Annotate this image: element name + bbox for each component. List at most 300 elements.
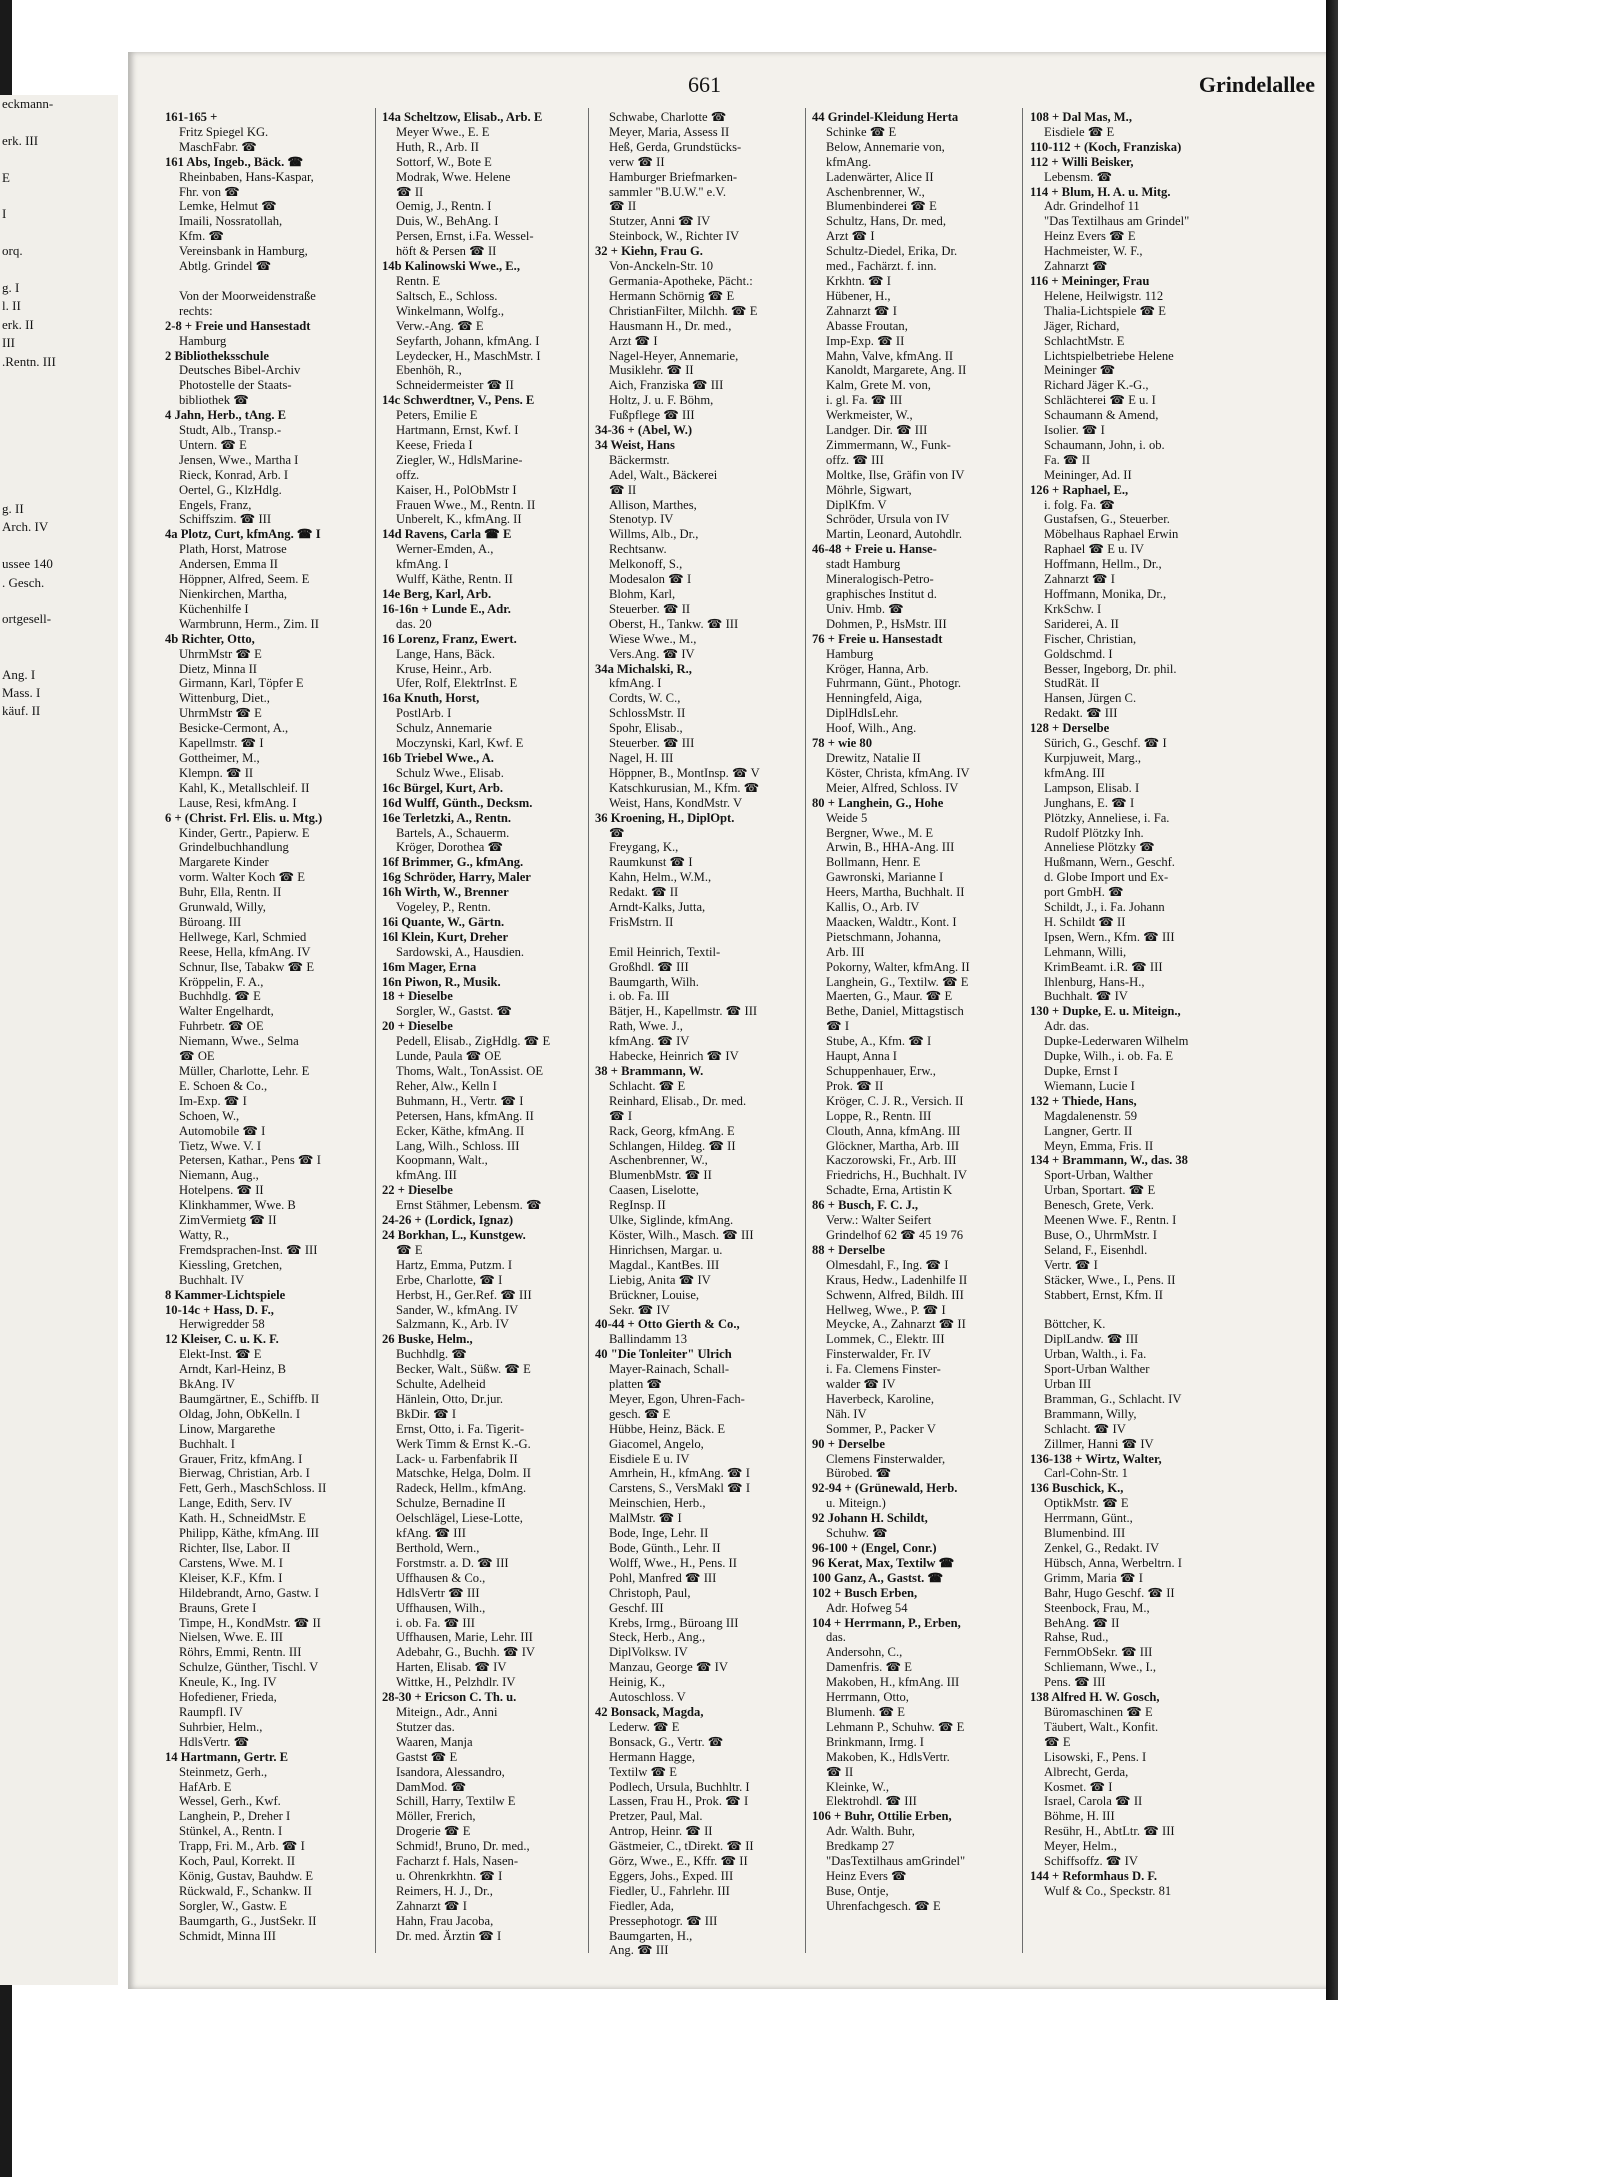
directory-entry-line: Allison, Marthes, [609,497,697,512]
facing-page-line [2,647,118,665]
directory-entry-line: Spohr, Elisab., [609,721,683,736]
directory-entry-line: Makoben, K., HdlsVertr. [826,1749,950,1764]
directory-entry-line: Sorgler, W., Gastst. ☎ [396,1004,513,1019]
directory-entry-line: Buchhalt. I [179,1436,235,1451]
directory-entry-line: Loppe, R., Rentn. III [826,1108,932,1123]
directory-entry-line: Langner, Gertr. II [1044,1123,1133,1138]
house-number-entry: 16f Brimmer, G., kfmAng. [382,855,524,870]
directory-entry-line: Lemke, Helmut ☎ [179,199,277,214]
directory-entry-line: Warmbrunn, Herm., Zim. II [179,616,319,631]
directory-entry-line: Watty, R., [179,1227,229,1242]
directory-entry-line: DiplVolksw. IV [609,1645,688,1660]
directory-entry-line: Werner-Emden, A., [396,542,494,557]
directory-entry-line: Lack- u. Farbenfabrik II [396,1451,518,1466]
directory-entry-line: d. Globe Import und Ex- [1044,870,1169,885]
facing-page-line [2,390,118,408]
directory-entry-line: Dupke, Ernst I [1044,1064,1118,1078]
directory-entry-line: Grimm, Maria ☎ I [1044,1570,1143,1585]
directory-entry-line: bibliothek ☎ [179,393,249,408]
directory-entry-line: Schinke ☎ E [826,124,897,139]
directory-entry-line: Baumgärtner, E., Schiffb. II [179,1391,320,1406]
directory-entry-line: Kanoldt, Margarete, Ang. II [826,363,967,378]
directory-entry-line: Drogerie ☎ E [396,1824,471,1839]
directory-entry-line: Bahr, Hugo Geschf. ☎ II [1044,1585,1175,1600]
directory-entry-line: Blumenbinderei ☎ E [826,199,937,214]
directory-entry-line: Gastst ☎ E [396,1749,458,1764]
house-number-entry: 114 + Blum, H. A. u. Mitg. [1030,184,1171,199]
directory-entry-line: verw ☎ II [609,154,665,169]
directory-entry-line: Pokorny, Walter, kfmAng. II [826,959,970,974]
directory-entry-line: Rudolf Plötzky Inh. [1044,825,1144,840]
directory-entry-line: Grindelbuchhandlung [179,840,289,855]
running-title: Grindelallee [1198,72,1315,97]
directory-entry-line: Schiffsoffz. ☎ IV [1044,1854,1138,1869]
directory-entry-line: Täubert, Walt., Konfit. [1044,1719,1159,1734]
facing-page-fragment [0,95,118,1985]
house-number-entry: 144 + Reformhaus D. F. [1030,1868,1158,1883]
directory-entry-line: Heinz Evers ☎ [826,1868,907,1883]
directory-entry-line: Heß, Gerda, Grundstücks- [609,139,742,154]
facing-page-line [2,463,118,481]
directory-entry-line: Olmesdahl, F., Ing. ☎ I [826,1257,949,1272]
house-number-entry: 134 + Brammann, W., das. 38 [1030,1153,1188,1168]
directory-entry-line: Schliemann, Wwe., I., [1044,1660,1157,1675]
directory-entry-line: Friedrichs, H., Buchhalt. IV [826,1168,967,1183]
directory-entry-line: Kapellmstr. ☎ I [179,736,264,751]
directory-entry-line: Kröger, Dorothea ☎ [396,840,504,855]
house-number-entry: 136-138 + Wirtz, Walter, [1030,1451,1162,1466]
directory-entry-line: ☎ E [396,1242,423,1257]
directory-entry-line: Hoof, Wilh., Ang. [826,721,917,736]
directory-entry-line: Schoen, W., [179,1108,240,1123]
directory-entry-line: Koch, Paul, Korrekt. II [179,1854,296,1869]
directory-entry-line: Buse, O., UhrmMstr. I [1044,1227,1157,1242]
directory-entry-line: Schneidermeister ☎ II [396,378,514,393]
house-number-entry: 4b Richter, Otto, [165,631,255,646]
directory-entry-line: Fußpflege ☎ III [609,408,695,423]
directory-entry-line: Waaren, Manja [396,1734,473,1749]
directory-column-2 [382,110,580,1970]
directory-entry-line: Urban III [1044,1377,1092,1392]
directory-entry-line: Kaczorowski, Fr., Arb. III [826,1153,957,1168]
directory-entry-line: Schaumann & Amend, [1044,408,1159,423]
house-number-entry: 16i Quante, W., Gärtn. [382,914,505,929]
directory-entry-line: Im-Exp. ☎ I [179,1093,247,1108]
house-number-entry: 104 + Herrmann, P., Erben, [812,1615,961,1630]
directory-entry-line: Klempn. ☎ II [179,765,254,780]
directory-entry-line: Moczynski, Karl, Kwf. E [396,736,524,751]
directory-entry-line: Pohl, Manfred ☎ III [609,1570,717,1585]
directory-entry-line: Krebs, Irmg., Büroang III [609,1615,739,1630]
directory-entry-line: Reimers, H. J., Dr., [396,1883,493,1898]
directory-entry-line: Buchhdlg. ☎ E [179,989,261,1004]
directory-entry-line: Fuhrmann, Günt., Photogr. [826,676,962,691]
house-number-entry: 90 + Derselbe [812,1436,885,1451]
directory-entry-line: Buchhdlg. ☎ [396,1347,467,1362]
directory-entry-line: Anneliese Plötzky ☎ [1044,840,1155,855]
directory-entry-line: Stünkel, A., Rentn. I [179,1824,283,1839]
directory-entry-line: Schlangen, Hildeg. ☎ II [609,1138,736,1153]
directory-entry-line: Reese, Hella, kfmAng. IV [179,944,311,959]
directory-entry-line: Landger. Dir. ☎ III [826,423,928,438]
house-number-entry: 42 Bonsack, Magda, [595,1704,704,1719]
directory-entry-line: Elektrohdl. ☎ III [826,1794,917,1809]
directory-entry-line: Bergner, Wwe., M. E [826,825,934,840]
directory-entry-line: Clemens Finsterwalder, [826,1451,946,1466]
directory-entry-line: Langhein, G., Textilw. ☎ E [826,974,969,989]
directory-entry-line: Nielsen, Wwe. E. III [179,1630,283,1645]
scan-background [1338,0,1600,2177]
house-number-entry: 80 + Langhein, G., Hohe [812,795,944,810]
directory-entry-line: StudRät. II [1044,676,1100,691]
directory-entry-line: Uffhausen & Co., [396,1570,486,1585]
directory-entry-line: Gawronski, Marianne I [826,870,944,885]
directory-entry-line: Haupt, Anna I [826,1049,897,1064]
directory-entry-line: Kallis, O., Arb. IV [826,900,920,915]
directory-entry-line: Höppner, Alfred, Seem. E [179,572,310,587]
directory-entry-line: Schill, Harry, Textilw E [396,1794,516,1809]
directory-entry-line: Freygang, K., [609,840,679,855]
house-number-entry: 6 + (Christ. Frl. Elis. u. Mtg.) [165,810,323,825]
house-number-entry: 16g Schröder, Harry, Maler [382,870,531,885]
directory-entry-line: SchlachtMstr. E [1044,333,1125,348]
directory-entry-line: Blumenbind. III [1044,1526,1126,1541]
directory-entry-line: Wiese Wwe., M., [609,631,697,646]
directory-entry-line: Ulke, Siglinde, kfmAng. [609,1213,734,1228]
directory-entry-line: Schlächterei ☎ E u. I [1044,393,1156,408]
directory-entry-line: Lisowski, F., Pens. I [1044,1749,1147,1764]
directory-entry-line: Jensen, Wwe., Martha I [179,452,299,467]
directory-entry-line: Meenen Wwe. F., Rentn. I [1044,1213,1177,1228]
directory-entry-line: Näh. IV [826,1406,867,1421]
directory-entry-line: Kfm. ☎ [179,229,225,244]
directory-entry-line: Zahnarzt ☎ I [826,303,897,318]
directory-entry-line: Stube, A., Kfm. ☎ I [826,1034,932,1049]
directory-entry-line: Hausmann H., Dr. med., [609,318,732,333]
directory-entry-line: Lunde, Paula ☎ OE [396,1049,502,1064]
directory-entry-line: E. Schoen & Co., [179,1078,268,1093]
directory-entry-line: Heers, Martha, Buchhalt. II [826,885,965,900]
directory-entry-line: Adel, Walt., Bäckerei [609,467,718,482]
directory-entry-line: Carstens, S., VersMakl ☎ I [609,1481,751,1496]
directory-entry-line: Rentn. E [396,273,441,288]
directory-entry-line: Baumgarth, Wilh. [609,974,699,989]
directory-entry-line: Meininger, Ad. II [1044,467,1132,482]
directory-entry-line: Meininger ☎ [1044,363,1116,378]
directory-entry-line: Schulz, Annemarie [396,721,492,736]
facing-page-text [0,95,118,721]
directory-entry-line: Herbst, H., Ger.Ref. ☎ III [396,1287,532,1302]
directory-entry-line: ☎ II [609,199,637,214]
directory-entry-line: Kruse, Heinr., Arb. [396,661,492,676]
directory-entry-line: HdlsVertr. ☎ [179,1734,250,1749]
facing-page-line [2,113,118,131]
facing-page-line [2,537,118,555]
directory-entry-line: Nagel, H. III [609,750,674,765]
directory-entry-line: Textilw ☎ E [609,1764,677,1779]
directory-entry-line: Carstens, Wwe. M. I [179,1555,283,1570]
directory-entry-line: Winkelmann, Wolfg., [396,303,505,318]
directory-entry-line: Meyer Wwe., E. E [396,124,490,139]
directory-entry-line: Katschkurusian, M., Kfm. ☎ [609,780,760,795]
directory-entry-line: Schultz, Hans, Dr. med, [826,214,946,229]
directory-entry-line: Junghans, E. ☎ I [1044,795,1135,810]
directory-entry-line: Modrak, Wwe. Helene [396,169,511,184]
directory-entry-line: Görz, Wwe., E., Kffr. ☎ II [609,1854,748,1869]
directory-entry-line: höft & Persen ☎ II [396,244,497,259]
directory-entry-line: Sorgler, W., Gastw. E [179,1898,287,1913]
directory-entry-line: Sport-Urban, Walther [1044,1168,1153,1183]
column-divider [805,108,806,1953]
directory-column-4 [812,110,1010,1970]
directory-entry-line: Schulte, Adelheid [396,1377,486,1392]
directory-entry-line: Niemann, Wwe., Selma [179,1034,299,1049]
directory-entry-line: platten ☎ [609,1377,663,1392]
directory-entry-line: Hachmeister, W. F., [1044,244,1143,259]
directory-entry-line: BkAng. IV [179,1377,235,1392]
directory-entry-line: BkDir. ☎ I [396,1406,457,1421]
house-number-entry [595,930,793,945]
house-number-entry: 16e Terletzki, A., Rentn. [382,810,512,825]
directory-entry-line: kfmAng. III [1044,765,1105,780]
directory-entry-line: Buchhalt. ☎ IV [1044,989,1128,1004]
directory-entry-line: KrkSchw. I [1044,601,1102,616]
house-number-entry: 40 "Die Tonleiter" Ulrich [595,1347,732,1362]
house-number-entry: 88 + Derselbe [812,1242,885,1257]
directory-entry-line: Drewitz, Natalie II [826,750,921,765]
house-number-entry: 8 Kammer-Lichtspiele [165,1287,286,1302]
directory-entry-line: Walter Engelhardt, [179,1004,274,1019]
directory-entry-line: Hotelpens. ☎ II [179,1183,264,1198]
house-number-entry: 106 + Buhr, Ottilie Erben, [812,1809,952,1824]
facing-page-line [2,224,118,242]
directory-entry-line: Oberst, H., Tankw. ☎ III [609,616,739,631]
directory-entry-line: MaschFabr. ☎ [179,139,257,154]
directory-entry-line: Reinhard, Elisab., Dr. med. [609,1093,747,1108]
house-number-entry: 128 + Derselbe [1030,721,1110,736]
directory-entry-line: Hänlein, Otto, Dr.jur. [396,1391,504,1406]
directory-entry-line: Plötzky, Anneliese, i. Fa. [1044,810,1170,825]
directory-entry-line: i. Fa. Clemens Finster- [826,1362,941,1377]
directory-entry-line: Bierwag, Christian, Arb. I [179,1466,310,1481]
house-number-entry: 40-44 + Otto Gierth & Co., [595,1317,740,1332]
page-number: 661 [688,72,721,97]
directory-entry-line: Langhein, P., Dreher I [179,1809,291,1824]
directory-entry-line: Wulff, Käthe, Rentn. II [396,572,513,587]
facing-page-line: .Rentn. III [2,353,56,369]
directory-entry-line: Meier, Alfred, Schloss. IV [826,780,959,795]
house-number-entry: 96 Kerat, Max, Textilw ☎ [812,1555,955,1570]
facing-page-line: l. II [2,298,21,314]
directory-entry-line: Bode, Günth., Lehr. II [609,1541,721,1555]
directory-entry-line: Musiklehr. ☎ II [609,363,694,378]
directory-entry-line: Bonsack, G., Vertr. ☎ [609,1734,724,1749]
directory-entry-line: Eggers, Johs., Exped. III [609,1868,734,1883]
directory-entry-line: Hamburg [179,333,227,348]
directory-entry-line: Schaumann, John, i. ob. [1044,437,1165,452]
directory-entry-line: Haverbeck, Karoline, [826,1391,935,1406]
house-number-entry: 14d Ravens, Carla ☎ E [382,527,512,542]
directory-entry-line: Gästmeier, C., tDirekt. ☎ II [609,1839,754,1854]
directory-entry-line: Oldag, John, ObKelln. I [179,1406,301,1421]
directory-entry-line: Uhrenfachgesch. ☎ E [826,1898,941,1913]
house-number-entry: 4a Plotz, Curt, kfmAng. ☎ I [165,527,321,542]
directory-entry-line: i. ob. Fa. ☎ III [396,1615,475,1630]
house-number-entry: 136 Buschick, K., [1030,1481,1124,1496]
directory-entry-line: Moltke, Ilse, Gräfin von IV [826,467,965,482]
directory-entry-line: OptikMstr. ☎ E [1044,1496,1129,1511]
directory-entry-line: Dietz, Minna II [179,661,257,676]
directory-entry-line: Redakt. ☎ III [1044,706,1118,721]
directory-entry-line: Kahl, K., Metallschleif. II [179,780,310,795]
directory-entry-line: Reher, Alw., Kelln I [396,1078,497,1093]
directory-entry-line: Pietschmann, Johanna, [826,929,942,944]
house-number-entry: 112 + Willi Beisker, [1030,154,1134,169]
directory-entry-line: Niemann, Aug., [179,1168,259,1183]
directory-entry-line: Makoben, H., kfmAng. III [826,1675,960,1690]
directory-entry-line: Germania-Apotheke, Pächt.: [609,273,753,288]
directory-entry-line: Wulf & Co., Speckstr. 81 [1044,1883,1172,1898]
house-number-entry: 2-8 + Freie und Hansestadt [165,318,311,333]
directory-entry-line: Podlech, Ursula, Buchhltr. I [609,1779,750,1794]
directory-entry-line: FrisMstrn. II [609,914,674,929]
directory-entry-line: i. ob. Fa. III [609,989,670,1004]
directory-entry-line: Vertr. ☎ I [1044,1257,1098,1272]
directory-entry-line: Wolff, Wwe., H., Pens. II [609,1555,737,1570]
directory-entry-line: Abtlg. Grindel ☎ [179,259,272,274]
facing-page-line [2,150,118,168]
directory-entry-line: Modesalon ☎ I [609,572,692,587]
directory-entry-line: Wittenburg, Diet., [179,691,270,706]
directory-entry-line: Sommer, P., Packer V [826,1421,936,1436]
directory-entry-line: Girmann, Karl, Töpfer E [179,676,304,691]
directory-entry-line: Engels, Franz, [179,497,252,512]
directory-entry-line: Rückwald, F., Schankw. II [179,1883,312,1898]
directory-entry-line: Kaiser, H., PolObMstr I [396,482,517,497]
directory-entry-line: Kneule, K., Ing. IV [179,1675,277,1690]
facing-page-line [2,482,118,500]
directory-entry-line: Fiedler, U., Fahrlehr. III [609,1883,730,1898]
directory-entry-line: Kröger, C. J. R., Versich. II [826,1093,964,1108]
directory-entry-line: Zimmermann, W., Funk- [826,437,951,452]
directory-entry-line: Dupke, Wilh., i. ob. Fa. E [1044,1049,1174,1064]
directory-entry-line: DiplLandw. ☎ III [1044,1332,1139,1347]
directory-entry-line: ChristianFilter, Milchh. ☎ E [609,303,758,318]
directory-entry-line: Verw.-Ang. ☎ E [396,318,484,333]
directory-entry-line: Besicke-Cermont, A., [179,721,289,736]
directory-entry-line: Pretzer, Paul, Mal. [609,1809,703,1824]
directory-entry-line: walder ☎ IV [826,1377,896,1392]
house-number-entry: 16c Bürgel, Kurt, Arb. [382,780,504,795]
directory-entry-line: Adr. Grindelhof 11 [1044,199,1140,214]
directory-entry-line: offz. [396,467,420,482]
directory-entry-line: das. [826,1630,846,1645]
directory-entry-line: Arzt ☎ I [609,333,658,348]
house-number-entry: 24 Borkhan, L., Kunstgew. [382,1227,526,1242]
house-number-entry: 132 + Thiede, Hans, [1030,1093,1137,1108]
directory-entry-line: Blohm, Karl, [609,587,676,601]
directory-entry-line: Herrmann, Otto, [826,1690,909,1705]
house-number-entry: 92 Johann H. Schildt, [812,1511,928,1526]
directory-entry-line: Nienkirchen, Martha, [179,587,288,601]
facing-page-line: eckmann- [2,96,54,111]
directory-entry-line: Buhmann, H., Vertr. ☎ I [396,1093,524,1108]
directory-entry-line: Benesch, Grete, Verk. [1044,1198,1154,1213]
directory-entry-line: Vogeley, P., Rentn. [396,900,491,915]
directory-entry-line: Ballindamm 13 [609,1332,688,1347]
directory-entry-line: Arndt, Karl-Heinz, B [179,1362,287,1377]
directory-entry-line: Radeck, Hellm., kfmAng. [396,1481,527,1496]
directory-entry-line: Mayer-Rainach, Schall- [609,1362,730,1377]
directory-entry-line: UhrmMstr ☎ E [179,706,262,721]
directory-entry-line: Schadte, Erna, Artistin K [826,1183,953,1198]
directory-entry-line: Clouth, Anna, kfmAng. III [826,1123,961,1138]
house-number-entry: 10-14c + Hass, D. F., [165,1302,274,1317]
directory-entry-line: Hildebrandt, Arno, Gastw. I [179,1585,319,1600]
directory-entry-line: Dohmen, P., HsMstr. III [826,616,947,631]
directory-entry-line: Elekt-Inst. ☎ E [179,1347,262,1362]
directory-entry-line: Miteign., Adr., Anni [396,1704,498,1719]
directory-entry-line: Büromaschinen ☎ E [1044,1704,1153,1719]
directory-entry-line: Schiffszim. ☎ III [179,512,272,527]
house-number-entry: 161-165 + [165,110,218,124]
directory-entry-line: Ladenwärter, Alice II [826,169,934,184]
directory-entry-line: Schlacht. ☎ IV [1044,1421,1126,1436]
directory-entry-line: Seyfarth, Johann, kfmAng. I [396,333,540,348]
directory-entry-line: Mahn, Valve, kfmAng. II [826,348,954,363]
directory-entry-line: Studt, Alb., Transp.- [179,423,282,438]
house-number-entry: 18 + Dieselbe [382,989,453,1004]
directory-entry-line: Arwin, B., HHA-Ang. III [826,840,955,855]
house-number-entry: 34-36 + (Abel, W.) [595,423,693,438]
directory-entry-line: Lommek, C., Elektr. III [826,1332,945,1347]
directory-entry-line: Matschke, Helga, Dolm. II [396,1466,531,1481]
directory-entry-line: Hamburg [826,646,874,661]
directory-entry-line: Amrhein, H., kfmAng. ☎ I [609,1466,750,1481]
directory-entry-line: DiplKfm. V [826,497,887,512]
directory-entry-line: vorm. Walter Koch ☎ E [179,870,306,885]
directory-entry-line: Rheinbaben, Hans-Kaspar, [179,169,314,184]
directory-entry-line: Kiessling, Gretchen, [179,1257,283,1272]
directory-entry-line: Schildt, J., i. Fa. Johann [1044,900,1165,915]
directory-entry-line: Goldschmd. I [1044,646,1113,661]
house-number-entry [165,274,363,289]
directory-entry-line: Stäcker, Wwe., I., Pens. II [1044,1272,1176,1287]
directory-entry-line: Ipsen, Wern., Kfm. ☎ III [1044,929,1175,944]
house-number-entry: 14a Scheltzow, Elisab., Arb. E [382,110,543,124]
directory-entry-line: port GmbH. ☎ [1044,885,1124,900]
directory-entry-line: Stutzer das. [396,1719,455,1734]
directory-entry-line: Richard Jäger K.-G., [1044,378,1149,393]
directory-entry-line: Werk Timm & Ernst K.-G. [396,1436,531,1451]
directory-column-3 [595,110,793,1970]
directory-entry-line: H. Schildt ☎ II [1044,914,1126,929]
directory-entry-line: Verw.: Walter Seifert [826,1213,932,1228]
directory-entry-line: Harten, Elisab. ☎ IV [396,1660,507,1675]
directory-entry-line: Böttcher, K. [1044,1317,1106,1332]
directory-entry-line: Hußmann, Wern., Geschf. [1044,855,1175,870]
directory-entry-line: Antrop, Heinr. ☎ II [609,1824,713,1839]
directory-entry-line: Lang, Wilh., Schloss. III [396,1138,520,1153]
directory-entry-line: Keese, Frieda I [396,437,473,452]
directory-entry-line: Margarete Kinder [179,855,269,870]
directory-entry-line: Kleiser, K.F., Kfm. I [179,1570,283,1585]
house-number-entry: 36 Kroening, H., DiplOpt. [595,810,735,825]
directory-entry-line: ☎ OE [179,1049,215,1064]
directory-entry-line: Kinder, Gertr., Papierw. E [179,825,310,840]
directory-entry-line: Stutzer, Anni ☎ IV [609,214,711,229]
directory-entry-line: Wessel, Gerh., Kwf. [179,1794,281,1809]
